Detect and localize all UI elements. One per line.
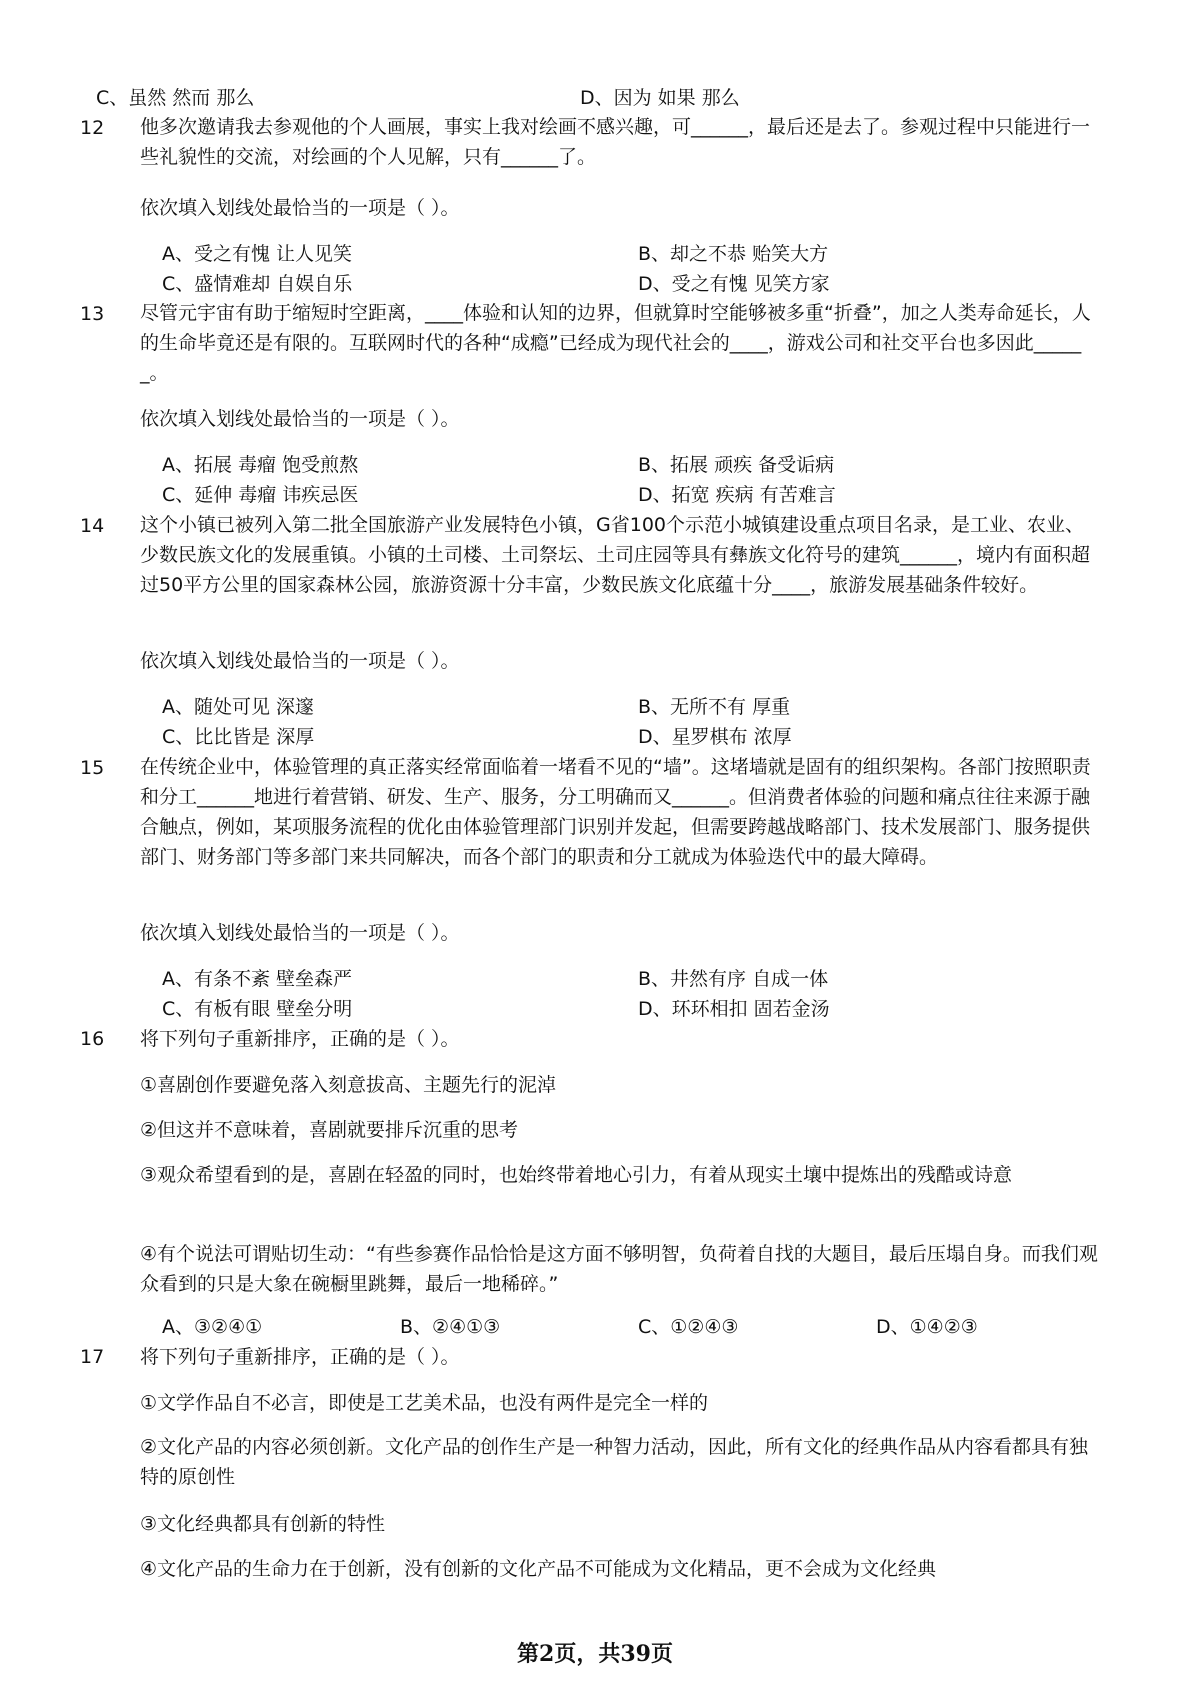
question-text: 尽管元宇宙有助于缩短时空距离，____体验和认知的边界，但就算时空能够被多重“折叠”，加之人类寿命延长，人的生命毕竟还是有限的。互联网时代的各种“成瘾”已经成为现代社会的____，游戏公司和社交平台也多因此______。	[140, 302, 1091, 384]
question-number: 13	[80, 303, 105, 325]
sentence-2: ②文化产品的内容必须创新。文化产品的创作生产是一种智力活动，因此，所有文化的经典作品从内容看都具有独特的原创性	[140, 1436, 1089, 1488]
option-c: C、①②④③	[638, 1316, 739, 1338]
question-prompt: 依次填入划线处最恰当的一项是（ ）。	[140, 197, 460, 219]
question-number: 17	[80, 1346, 105, 1368]
option-c: C、盛情难却 自娱自乐	[162, 273, 353, 295]
question-text: 将下列句子重新排序，正确的是（ ）。	[140, 1028, 460, 1050]
sentence-3: ③文化经典都具有创新的特性	[140, 1513, 386, 1535]
option-c: C、延伸 毒瘤 讳疾忌医	[162, 484, 359, 506]
question-number: 15	[80, 757, 105, 779]
option-c: C、有板有眼 壁垒分明	[162, 998, 353, 1020]
sentence-1: ①喜剧创作要避免落入刻意拔高、主题先行的泥淖	[140, 1074, 557, 1096]
option-a: A、③②④①	[162, 1316, 263, 1338]
question-text: 在传统企业中，体验管理的真正落实经常面临着一堵看不见的“墙”。这堵墙就是固有的组织架构。各部门按照职责和分工______地进行着营销、研发、生产、服务，分工明确而又______。但消费者体验的问题和痛点往往来源于融合触点，例如，某项服务流程的优化由体验管理部门识别并发起，但需要跨越战略部门、技术发展部门、服务提供部门、财务部门等多部门来共同解决，而各个部门的职责和分工就成为体验迭代中的最大障碍。	[140, 756, 1091, 868]
option-a: A、随处可见 深邃	[162, 696, 315, 718]
page-footer: 第2页，共39页	[517, 1641, 673, 1667]
option-a: A、有条不紊 壁垒森严	[162, 968, 353, 990]
option-d: D、受之有愧 见笑方家	[638, 273, 830, 295]
option-a: A、拓展 毒瘤 饱受煎熬	[162, 454, 359, 476]
option-b: B、拓展 顽疾 备受诟病	[638, 454, 835, 476]
sentence-4: ④文化产品的生命力在于创新，没有创新的文化产品不可能成为文化精品，更不会成为文化经典	[140, 1558, 937, 1580]
option-b: B、却之不恭 贻笑大方	[638, 243, 829, 265]
option-d-prev: D、因为 如果 那么	[580, 87, 740, 109]
option-b: B、无所不有 厚重	[638, 696, 791, 718]
option-b: B、②④①③	[400, 1316, 501, 1338]
question-prompt: 依次填入划线处最恰当的一项是（ ）。	[140, 650, 460, 672]
question-text: 将下列句子重新排序，正确的是（ ）。	[140, 1346, 460, 1368]
option-c-prev: C、虽然 然而 那么	[96, 87, 255, 109]
option-d: D、环环相扣 固若金汤	[638, 998, 830, 1020]
option-c: C、比比皆是 深厚	[162, 726, 315, 748]
question-prompt: 依次填入划线处最恰当的一项是（ ）。	[140, 408, 460, 430]
option-a: A、受之有愧 让人见笑	[162, 243, 353, 265]
option-d: D、拓宽 疾病 有苦难言	[638, 484, 836, 506]
question-text: 这个小镇已被列入第二批全国旅游产业发展特色小镇，G省100个示范小城镇建设重点项目名录，是工业、农业、少数民族文化的发展重镇。小镇的土司楼、土司祭坛、土司庄园等具有彝族文化符号的建筑______，境内有面积超过50平方公里的国家森林公园，旅游资源十分丰富，少数民族文化底蕴十分____，旅游发展基础条件较好。	[140, 514, 1091, 596]
sentence-2: ②但这并不意味着，喜剧就要排斥沉重的思考	[140, 1119, 519, 1141]
question-number: 14	[80, 515, 105, 537]
option-d: D、①④②③	[876, 1316, 978, 1338]
sentence-1: ①文学作品自不必言，即使是工艺美术品，也没有两件是完全一样的	[140, 1392, 709, 1414]
question-number: 12	[80, 117, 105, 139]
sentence-4: ④有个说法可谓贴切生动：“有些参赛作品恰恰是这方面不够明智，负荷着自找的大题目，最后压塌自身。而我们观众看到的只是大象在碗橱里跳舞，最后一地稀碎。”	[140, 1243, 1098, 1295]
option-b: B、井然有序 自成一体	[638, 968, 829, 990]
sentence-3: ③观众希望看到的是，喜剧在轻盈的同时，也始终带着地心引力，有着从现实土壤中提炼出的残酷或诗意	[140, 1164, 1013, 1186]
question-number: 16	[80, 1028, 105, 1050]
question-prompt: 依次填入划线处最恰当的一项是（ ）。	[140, 922, 460, 944]
option-d: D、星罗棋布 浓厚	[638, 726, 792, 748]
question-text: 他多次邀请我去参观他的个人画展，事实上我对绘画不感兴趣，可______，最后还是去了。参观过程中只能进行一些礼貌性的交流，对绘画的个人见解，只有______了。	[140, 116, 1091, 168]
